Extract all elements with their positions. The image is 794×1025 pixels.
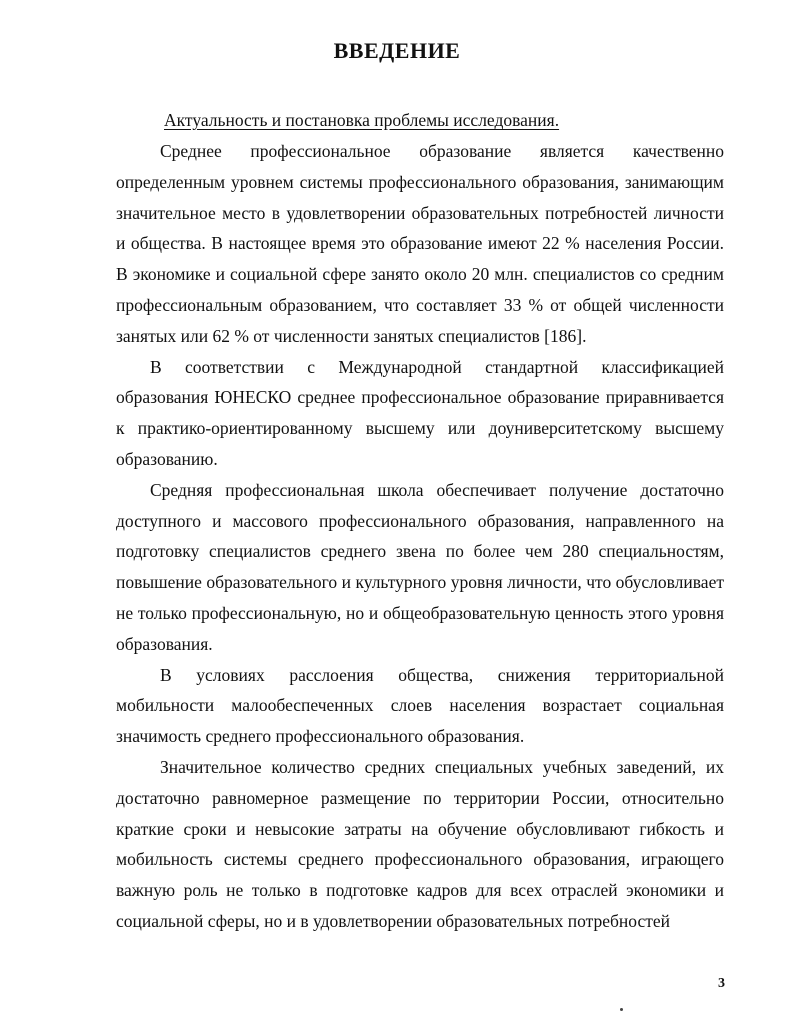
document-body bbox=[116, 136, 724, 937]
section-heading: Актуальность и постановка проблемы исследования. bbox=[164, 110, 560, 130]
scan-speck bbox=[620, 1008, 623, 1011]
paragraph-3: Средняя профессиональная школа обеспечивает получение достаточно доступного и массового профессионального образования, направленного на подготовку специалистов среднего звена по более чем 280 специальностям, повышение образовательного и культурного уровня личности, что обусловливает не только профессиональную, но и общеобразовательную ценность этого уровня образования. bbox=[116, 479, 724, 654]
paragraph-1: Среднее профессиональное образование является качественно определенным уровнем системы профессионального образования, занимающим значительное место в удовлетворении образовательных потребностей личности и общества. В настоящее время это образование имеют 22 % населения России. В экономике и социальной сфере занято около 20 млн. специалистов со средним профессиональным образованием, что составляет 33 % от общей численности занятых или 62 % от численности занятых специалистов [186]. bbox=[116, 141, 724, 346]
paragraph-2: В соответствии с Международной стандартной классификацией образования ЮНЕСКО среднее профессиональное образование приравнивается к практико-ориентированному высшему или доуниверситетскому высшему образованию. bbox=[116, 356, 724, 469]
paragraph-4: В условиях расслоения общества, снижения территориальной мобильности малообеспеченных слоев населения возрастает социальная значимость среднего профессионального образования. bbox=[116, 664, 724, 747]
paragraph-5: Значительное количество средних специальных учебных заведений, их достаточно равномерное размещение по территории России, относительно краткие сроки и невысокие затраты на обучение обусловливают гибкость и мобильность системы среднего профессионального образования, играющего важную роль не только в подготовке кадров для всех отраслей экономики и социальной сферы, но и в удовлетворении образовательных потребностей bbox=[116, 756, 724, 931]
page-number: 3 bbox=[718, 976, 725, 991]
page-title: ВВЕДЕНИЕ bbox=[333, 38, 461, 63]
